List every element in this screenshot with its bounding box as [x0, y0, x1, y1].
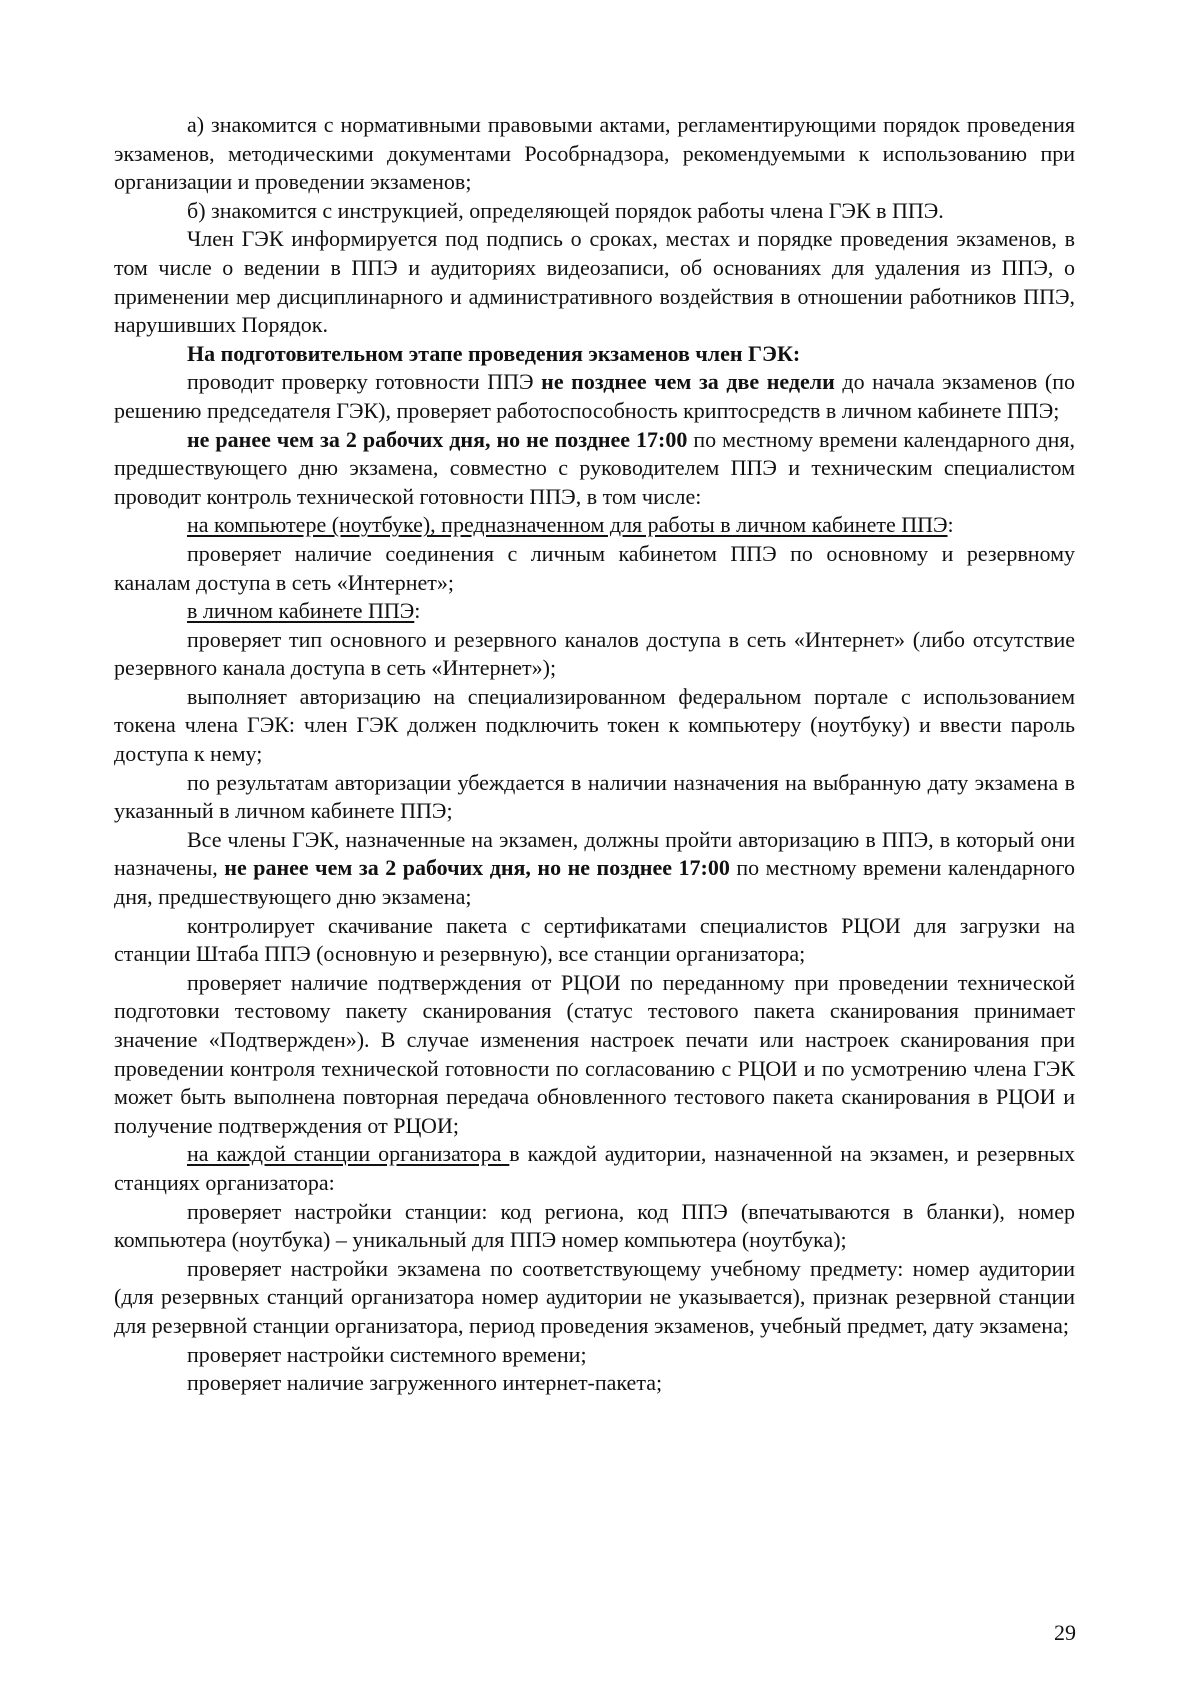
bold-deadline: не ранее чем за 2 рабочих дня, но не позднее 17:00: [224, 855, 730, 881]
paragraph-authorization: выполняет авторизацию на специализированном федеральном портале с использованием токена члена ГЭК: член ГЭК должен подключить токен к компьютеру (ноутбуку) и ввести пароль доступа к нему;: [114, 683, 1075, 767]
paragraph-system-time: проверяет настройки системного времени;: [187, 1341, 587, 1367]
paragraph-all-members: [114, 826, 1075, 912]
paragraph-cabinet-heading: [114, 597, 1075, 626]
text-run: :: [947, 512, 954, 538]
paragraph-organizer-stations: [114, 1140, 1075, 1197]
underlined-subheading: на компьютере (ноутбуке), предназначенном для работы в личном кабинете ППЭ: [187, 512, 948, 538]
paragraph-exam-settings: проверяет настройки экзамена по соответствующему учебному предмету: номер аудитории (для резервных станций организатора номер аудитории не указывается), признак резервной станции для резервной станции организатора, период проведения экзаменов, учебный предмет, дату экзамена;: [114, 1255, 1075, 1338]
bold-deadline: не позднее чем за две недели: [541, 369, 835, 395]
text-run: в каждой аудитории, назначенной на экзамен, и резервных станциях организатора:: [114, 1141, 1075, 1195]
bold-deadline: не ранее чем за 2 рабочих дня, но не позднее 17:00: [187, 426, 688, 452]
paragraph-computer-heading: [114, 511, 1075, 540]
section-heading: [114, 340, 1075, 369]
paragraph-technical-control: [114, 426, 1075, 512]
paragraph-connection-check: проверяет наличие соединения с личным кабинетом ППЭ по основному и резервному каналам доступа в сеть «Интернет»;: [114, 540, 1075, 595]
paragraph-readiness-check: [114, 368, 1075, 425]
paragraph-internet-package: проверяет наличие загруженного интернет-пакета;: [187, 1370, 663, 1396]
paragraph-assignment-check: по результатам авторизации убеждается в наличии назначения на выбранную дату экзамена в указанный в личном кабинете ППЭ;: [114, 769, 1075, 824]
text-run: :: [414, 598, 421, 624]
paragraph-b: б) знакомится с инструкцией, определяющей порядок работы члена ГЭК в ППЭ.: [187, 197, 944, 223]
document-body: [114, 111, 1075, 1398]
text-run: Все члены ГЭК, назначенные на экзамен, должны пройти авторизацию в ППЭ, в который они назначены,: [114, 826, 1075, 881]
paragraph-certificates: контролирует скачивание пакета с сертификатами специалистов РЦОИ для загрузки на станции Штаба ППЭ (основную и резервную), все станции организатора;: [114, 912, 1075, 967]
paragraph-scan-confirmation: проверяет наличие подтверждения от РЦОИ по переданному при проведении технической подготовки тестовому пакету сканирования (статус тестового пакета сканирования принимает значение «Подтвержден»). В случае изменения настроек печати или настроек сканирования при проведении контроля технической готовности по согласованию с РЦОИ и по усмотрению члена ГЭК может быть выполнена повторная передача обновленного тестового пакета сканирования в РЦОИ и получение подтверждения от РЦОИ;: [114, 969, 1075, 1138]
paragraph-gek-informed: Член ГЭК информируется под подпись о сроках, местах и порядке проведения экзаменов, в том числе о ведении в ППЭ и аудиториях видеозаписи, об основаниях для удаления из ППЭ, о применении мер дисциплинарного и административного воздействия в отношении работников ППЭ, нарушивших Порядок.: [114, 226, 1075, 338]
text-run: проводит проверку готовности ППЭ: [187, 369, 542, 395]
underlined-subheading: на каждой станции организатора: [187, 1141, 510, 1167]
text-run: по местному времени календарного дня, предшествующего дню экзамена, совместно с руководителем ППЭ и техническим специалистом проводит контроль технической готовности ППЭ, в том числе:: [114, 426, 1075, 509]
section-heading-text: На подготовительном этапе проведения экзаменов член ГЭК:: [187, 340, 801, 366]
text-run: до начала экзаменов (по решению председателя ГЭК), проверяет работоспособность криптосредств в личном кабинете ППЭ;: [114, 369, 1075, 423]
paragraph-channel-type: проверяет тип основного и резервного каналов доступа в сеть «Интернет» (либо отсутствие резервного канала доступа в сеть «Интернет»);: [114, 626, 1075, 681]
text-run: по местному времени календарного дня, предшествующего дню экзамена;: [114, 855, 1075, 910]
underlined-subheading: в личном кабинете ППЭ: [187, 598, 415, 624]
page-number: 29: [1054, 1620, 1076, 1645]
paragraph-station-settings: проверяет настройки станции: код региона, код ППЭ (впечатываются в бланки), номер компьютера (ноутбука) – уникальный для ППЭ номер компьютера (ноутбука);: [114, 1198, 1075, 1253]
paragraph-a: а) знакомится с нормативными правовыми актами, регламентирующими порядок проведения экзаменов, методическими документами Рособрнадзора, рекомендуемыми к использованию при организации и проведении экзаменов;: [114, 112, 1075, 195]
